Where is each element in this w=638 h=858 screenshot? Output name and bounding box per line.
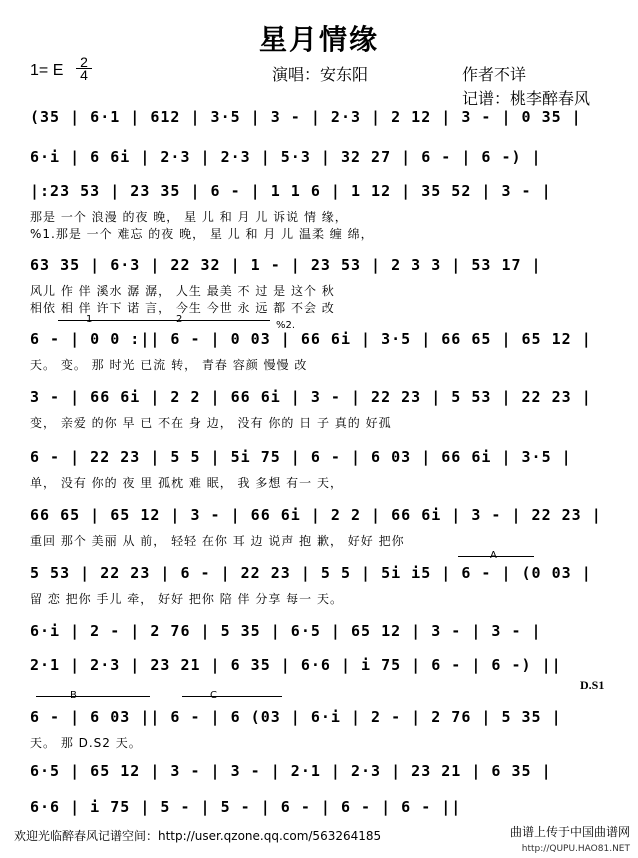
score-row-12: 6 - | 6 03 || 6 - | 6 (03 | 6·i | 2 - | 2 76 | 5 35 |: [30, 708, 562, 726]
score-row-7: 6 - | 22 23 | 5 5 | 5i 75 | 6 - | 6 03 | 66 6i | 3·5 |: [30, 448, 572, 466]
score-row-13: 6·5 | 65 12 | 3 - | 3 - | 2·1 | 2·3 | 23 21 | 6 35 |: [30, 762, 552, 780]
time-sig-bottom: 4: [76, 68, 92, 81]
lyric-line: 重回 那个 美丽 从 前， 轻轻 在你 耳 边 说声 抱 歉， 好好 把你: [30, 534, 405, 548]
score-row-1: (35 | 6·1 | 612 | 3·5 | 3 - | 2·3 | 2 12 | 3 - | 0 35 |: [30, 108, 582, 126]
lyric-line: 天。 那 D.S2 天。: [30, 736, 142, 750]
lyric-line: 那是 一个 浪漫 的夜 晚， 星 儿 和 月 儿 诉说 情 缘，: [30, 210, 348, 224]
footer-text: 欢迎光临醉春风记谱空间：http://user.qzone.qq.com/563264185: [14, 829, 382, 843]
mark-b: B: [70, 690, 77, 701]
segno-2-mark: %2.: [276, 320, 296, 331]
score-row-2: 6·i | 6 6i | 2·3 | 2·3 | 5·3 | 32 27 | 6 - | 6 -) |: [30, 148, 542, 166]
score-row-6: 3 - | 66 6i | 2 2 | 66 6i | 3 - | 22 23 | 5 53 | 22 23 |: [30, 388, 592, 406]
score-row-3: |:23 53 | 23 35 | 6 - | 1 1 6 | 1 12 | 35 52 | 3 - |: [30, 182, 552, 200]
transcriber-credit: 记谱：桃李醉春风: [462, 89, 591, 108]
score-row-14: 6·6 | i 75 | 5 - | 5 - | 6 - | 6 - | 6 - ||: [30, 798, 462, 816]
time-sig-top: 2: [80, 54, 88, 70]
score-row-11: 2·1 | 2·3 | 23 21 | 6 35 | 6·6 | i 75 | 6 - | 6 -) ||: [30, 656, 562, 674]
lyric-line: 风儿 作 伴 溪水 潺 潺， 人生 最美 不 过 是 这个 秋: [30, 284, 335, 298]
lyric-line: %1.那是 一个 难忘 的夜 晚， 星 儿 和 月 儿 温柔 缠 绵，: [30, 227, 374, 241]
volta-bracket-b: [36, 696, 150, 697]
key-signature: 1= E: [30, 62, 64, 79]
lyric-line: 留 恋 把你 手儿 牵， 好好 把你 陪 伴 分享 每一 天。: [30, 592, 343, 606]
mark-c: C: [210, 690, 217, 701]
mark-a: A: [490, 550, 497, 561]
watermark-line-2: http://QUPU.HAO81.NET: [521, 844, 630, 854]
lyric-line: 相依 相 伴 许下 诺 言， 今生 今世 永 远 都 不会 改: [30, 301, 335, 315]
time-signature: [76, 56, 92, 81]
score-row-4: 63 35 | 6·3 | 22 32 | 1 - | 23 53 | 2 3 3 | 53 17 |: [30, 256, 542, 274]
volta-bracket-2: [150, 320, 270, 321]
watermark-line-1: 曲谱上传于中国曲谱网: [509, 825, 630, 839]
lyric-line: 天。 变。 那 时光 已流 转， 青春 容颜 慢慢 改: [30, 358, 308, 372]
score-row-9: 5 53 | 22 23 | 6 - | 22 23 | 5 5 | 5i i5 | 6 - | (0 03 |: [30, 564, 592, 582]
score-row-5: 6 - | 0 0 :|| 6 - | 0 03 | 66 6i | 3·5 | 66 65 | 65 12 |: [30, 330, 592, 348]
score-title: 星月情缘: [258, 23, 379, 56]
singer-credit: 演唱：安东阳: [272, 65, 369, 84]
composer-credit: 作者不详: [462, 65, 527, 84]
volta-bracket-c: [182, 696, 282, 697]
lyric-line: 单， 没有 你的 夜 里 孤枕 难 眠， 我 多想 有一 天，: [30, 476, 343, 490]
ds1-mark: D.S1: [580, 678, 605, 692]
volta-label-1: 1: [86, 314, 93, 325]
lyric-line: 变， 亲爱 的你 早 已 不在 身 边， 没有 你的 日 子 真的 好孤: [30, 416, 392, 430]
score-row-10: 6·i | 2 - | 2 76 | 5 35 | 6·5 | 65 12 | 3 - | 3 - |: [30, 622, 542, 640]
volta-label-2: 2: [176, 314, 183, 325]
score-row-8: 66 65 | 65 12 | 3 - | 66 6i | 2 2 | 66 6i | 3 - | 22 23 |: [30, 506, 602, 524]
